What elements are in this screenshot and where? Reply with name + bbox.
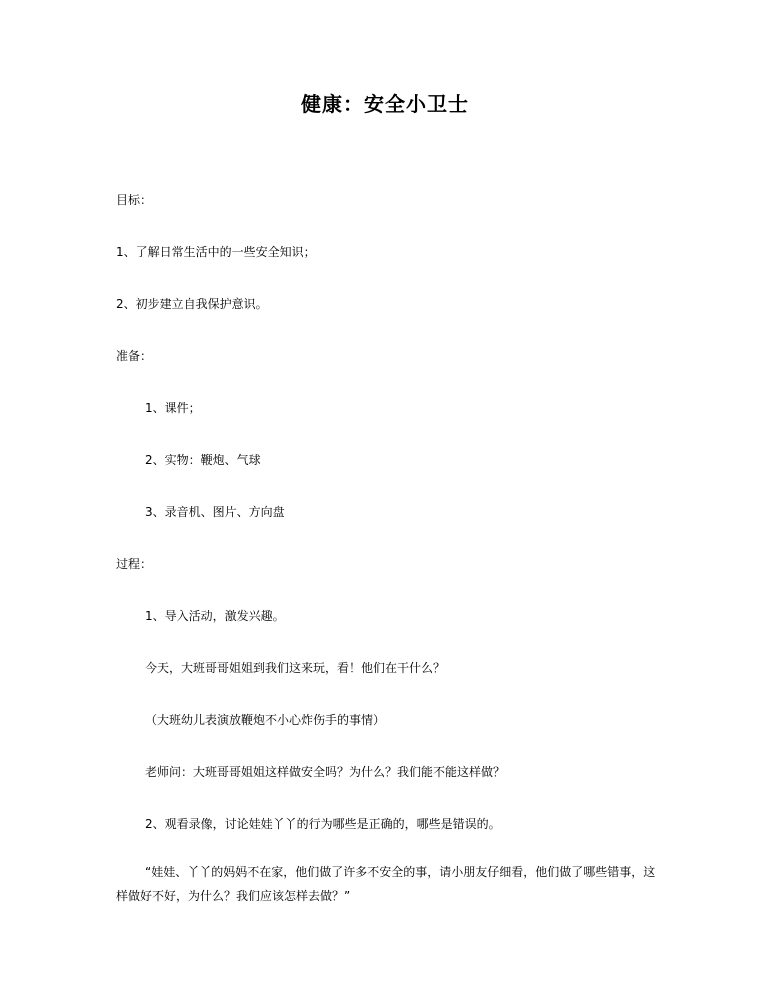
section-heading-process: 过程： <box>116 557 153 571</box>
process-text: 今天，大班哥哥姐姐到我们这来玩，看！他们在干什么？ <box>145 661 446 675</box>
section-heading-goals: 目标： <box>116 193 153 207</box>
process-step-1: 1、导入活动，激发兴趣。 <box>145 609 285 623</box>
goal-item-1: 1、了解日常生活中的一些安全知识； <box>116 245 316 259</box>
section-heading-preparation: 准备： <box>116 349 153 363</box>
process-text: （大班幼儿表演放鞭炮不小心炸伤手的事情） <box>145 713 386 727</box>
process-text: 老师问：大班哥哥姐姐这样做安全吗？为什么？我们能不能这样做？ <box>145 765 506 779</box>
preparation-item-3: 3、录音机、图片、方向盘 <box>145 505 285 519</box>
process-step-2: 2、观看录像，讨论娃娃丫丫的行为哪些是正确的，哪些是错误的。 <box>145 817 501 831</box>
goal-item-2: 2、初步建立自我保护意识。 <box>116 297 268 311</box>
preparation-item-1: 1、课件； <box>145 401 201 415</box>
preparation-item-2: 2、实物：鞭炮、气球 <box>145 453 261 467</box>
process-paragraph: “娃娃、丫丫的妈妈不在家，他们做了许多不安全的事，请小朋友仔细看，他们做了哪些错事，这样做好不好，为什么？我们应该怎样去做？” <box>116 865 656 903</box>
document-title: 健康：安全小卫士 <box>301 92 469 116</box>
